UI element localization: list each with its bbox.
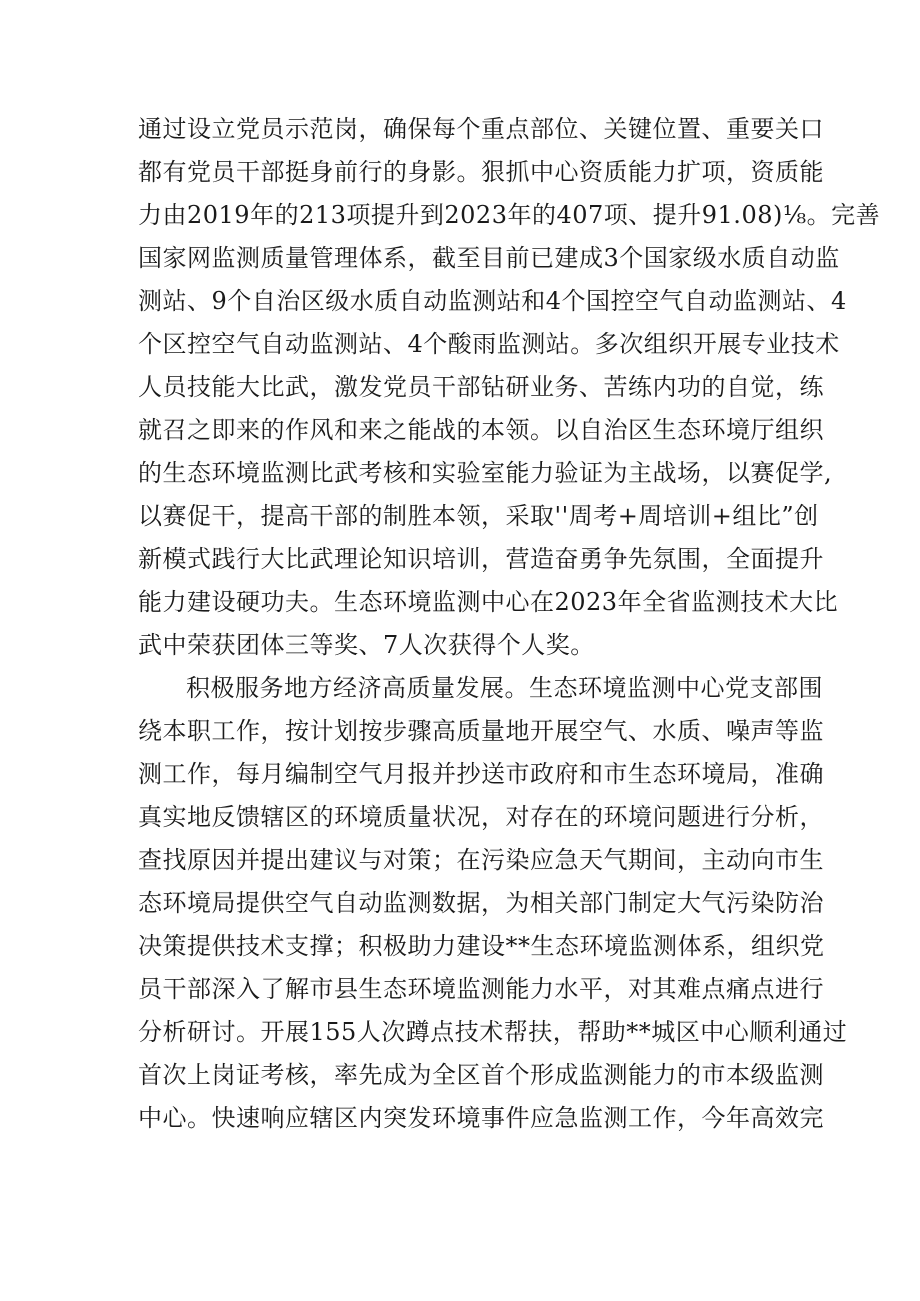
text-line: 武中荣获团体三等奖、7人次获得个人奖。	[138, 631, 595, 659]
text-line: 测站、9个自治区级水质自动监测站和4个国控空气自动监测站、4	[138, 287, 847, 315]
text-line: 人员技能大比武，激发党员干部钻研业务、苦练内功的自觉，练	[138, 373, 824, 401]
text-line: 首次上岗证考核，率先成为全区首个形成监测能力的市本级监测	[138, 1061, 824, 1089]
text-line: 力由2019年的213项提升到2023年的407项、提升91.08)⅛。完善	[138, 201, 881, 229]
text-line: 新模式践行大比武理论知识培训，营造奋勇争先氛围，全面提升	[138, 545, 824, 573]
text-line: 以赛促干，提高干部的制胜本领，采取''周考+周培训+组比”创	[138, 502, 819, 530]
text-line: 国家网监测质量管理体系，截至目前已建成3个国家级水质自动监	[138, 244, 840, 272]
text-line: 通过设立党员示范岗，确保每个重点部位、关键位置、重要关口	[138, 115, 824, 143]
text-line: 绕本职工作，按计划按步骤高质量地开展空气、水质、噪声等监	[138, 717, 824, 745]
text-line: 中心。快速响应辖区内突发环境事件应急监测工作，今年高效完	[138, 1104, 824, 1132]
text-line: 的生态环境监测比武考核和实验室能力验证为主战场，以赛促学,	[138, 459, 833, 487]
text-line: 都有党员干部挺身前行的身影。狠抓中心资质能力扩项，资质能	[138, 158, 824, 186]
text-line: 个区控空气自动监测站、4个酸雨监测站。多次组织开展专业技术	[138, 330, 840, 358]
text-line: 就召之即来的作风和来之能战的本领。以自治区生态环境厅组织	[138, 416, 824, 444]
document-body	[138, 108, 881, 1140]
text-line: 能力建设硬功夫。生态环境监测中心在2023年全省监测技术大比	[138, 588, 839, 616]
text-line: 测工作，每月编制空气月报并抄送市政府和市生态环境局，准确	[138, 760, 824, 788]
text-line: 员干部深入了解市县生态环境监测能力水平，对其难点痛点进行	[138, 975, 824, 1003]
text-line: 分析研讨。开展155人次蹲点技术帮扶，帮助**城区中心顺利通过	[138, 1018, 848, 1046]
text-line: 决策提供技术支撑；积极助力建设**生态环境监测体系，组织党	[138, 932, 825, 960]
text-line: 查找原因并提出建议与对策；在污染应急天气期间，主动向市生	[138, 846, 824, 874]
paragraph-1	[138, 108, 881, 667]
text-line: 真实地反馈辖区的环境质量状况，对存在的环境问题进行分析，	[138, 803, 824, 831]
paragraph-2	[138, 667, 848, 1140]
text-line: 态环境局提供空气自动监测数据，为相关部门制定大气污染防治	[138, 889, 824, 917]
text-line: 积极服务地方经济高质量发展。生态环境监测中心党支部围	[186, 674, 823, 702]
